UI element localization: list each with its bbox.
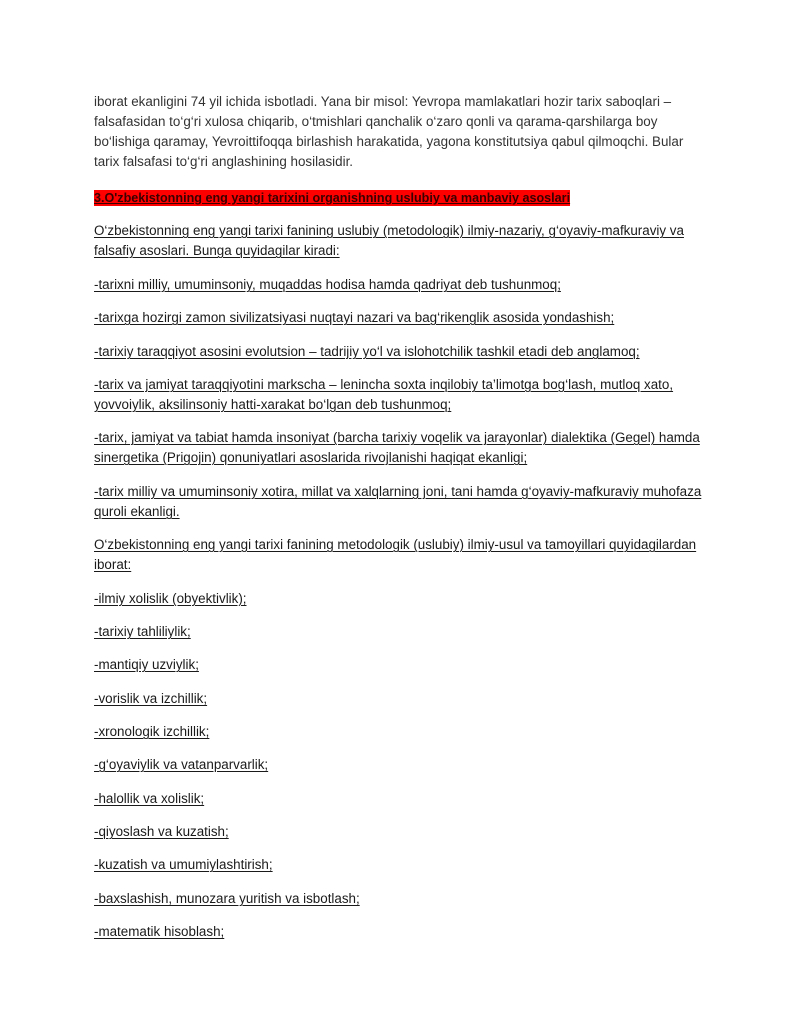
list2-item: -qiyoslash va kuzatish; <box>94 824 229 839</box>
section-heading: 3.O'zbekistonning eng yangi tarixini organishning uslubiy va manbaviy asoslari <box>94 191 571 205</box>
list1-item: -tarix, jamiyat va tabiat hamda insoniyat (barcha tarixiy voqelik va jarayonlar) dialektika (Gegel) hamda sinergetika (Prigojin) qonuniyatlari asoslarida rivojlanishi haqiqat ekanligi; <box>94 430 700 465</box>
list2-item: -tarixiy tahliliylik; <box>94 624 191 639</box>
list2-item: -baxslashish, munozara yuritish va isbotlash; <box>94 891 360 906</box>
list1-item: -tarixni milliy, umuminsoniy, muqaddas hodisa hamda qadriyat deb tushunmoq; <box>94 277 561 292</box>
list2-item: -xronologik izchillik; <box>94 724 210 739</box>
methodology-intro-paragraph: O‘zbekistonning eng yangi tarixi fanining uslubiy (metodologik) ilmiy-nazariy, g‘oyaviy-mafkuraviy va falsafiy asoslari. Bunga quyidagilar kiradi: <box>94 223 684 258</box>
list2-item: -ilmiy xolislik (obyektivlik); <box>94 591 247 606</box>
intro-paragraph: iborat ekanligini 74 yil ichida isbotladi. Yana bir misol: Yevropa mamlakatlari hozir tarix saboqlari – falsafasidan to‘g‘ri xulosa chiqarib, o‘tmishlari qanchalik o‘zaro qonli va qarama-qarshilarga boy bo‘lishiga qaramay, Yevroittifoqqa birlashish harakatida, yagona konstitutsiya qabul qilmoqchi. Bular tarix falsafasi to‘g‘ri anglashining hosilasidir. <box>94 94 684 169</box>
list2-item: -halollik va xolislik; <box>94 791 205 806</box>
list2-item: -matematik hisoblash; <box>94 924 225 939</box>
list1-item: -tarixiy taraqqiyot asosini evolutsion – tadrijiy yo‘l va islohotchilik tashkil etadi deb anglamoq; <box>94 344 640 359</box>
principles-intro-paragraph: O‘zbekistonning eng yangi tarixi fanining metodologik (uslubiy) ilmiy-usul va tamoyillari quyidagilardan iborat: <box>94 537 697 572</box>
list2-item: -kuzatish va umumiylashtirish; <box>94 857 273 872</box>
list2-item: -vorislik va izchillik; <box>94 691 208 706</box>
list2-item: -g‘oyaviylik va vatanparvarlik; <box>94 757 269 772</box>
list1-item: -tarix milliy va umuminsoniy xotira, millat va xalqlarning joni, tani hamda g‘oyaviy-mafkuraviy muhofaza quroli ekanligi. <box>94 484 702 519</box>
list1-item: -tarix va jamiyat taraqqiyotini markscha – lenincha soxta inqilobiy ta’limotga bog‘lash, mutloq xato, yovvoiylik, aksilinsoniy hatti-xarakat bo‘lgan deb tushunmoq; <box>94 377 674 412</box>
list2-item: -mantiqiy uzviylik; <box>94 657 199 672</box>
list1-item: -tarixga hozirgi zamon sivilizatsiyasi nuqtayi nazari va bag‘rikenglik asosida yondashish; <box>94 310 615 325</box>
section-heading-wrap <box>94 188 710 208</box>
